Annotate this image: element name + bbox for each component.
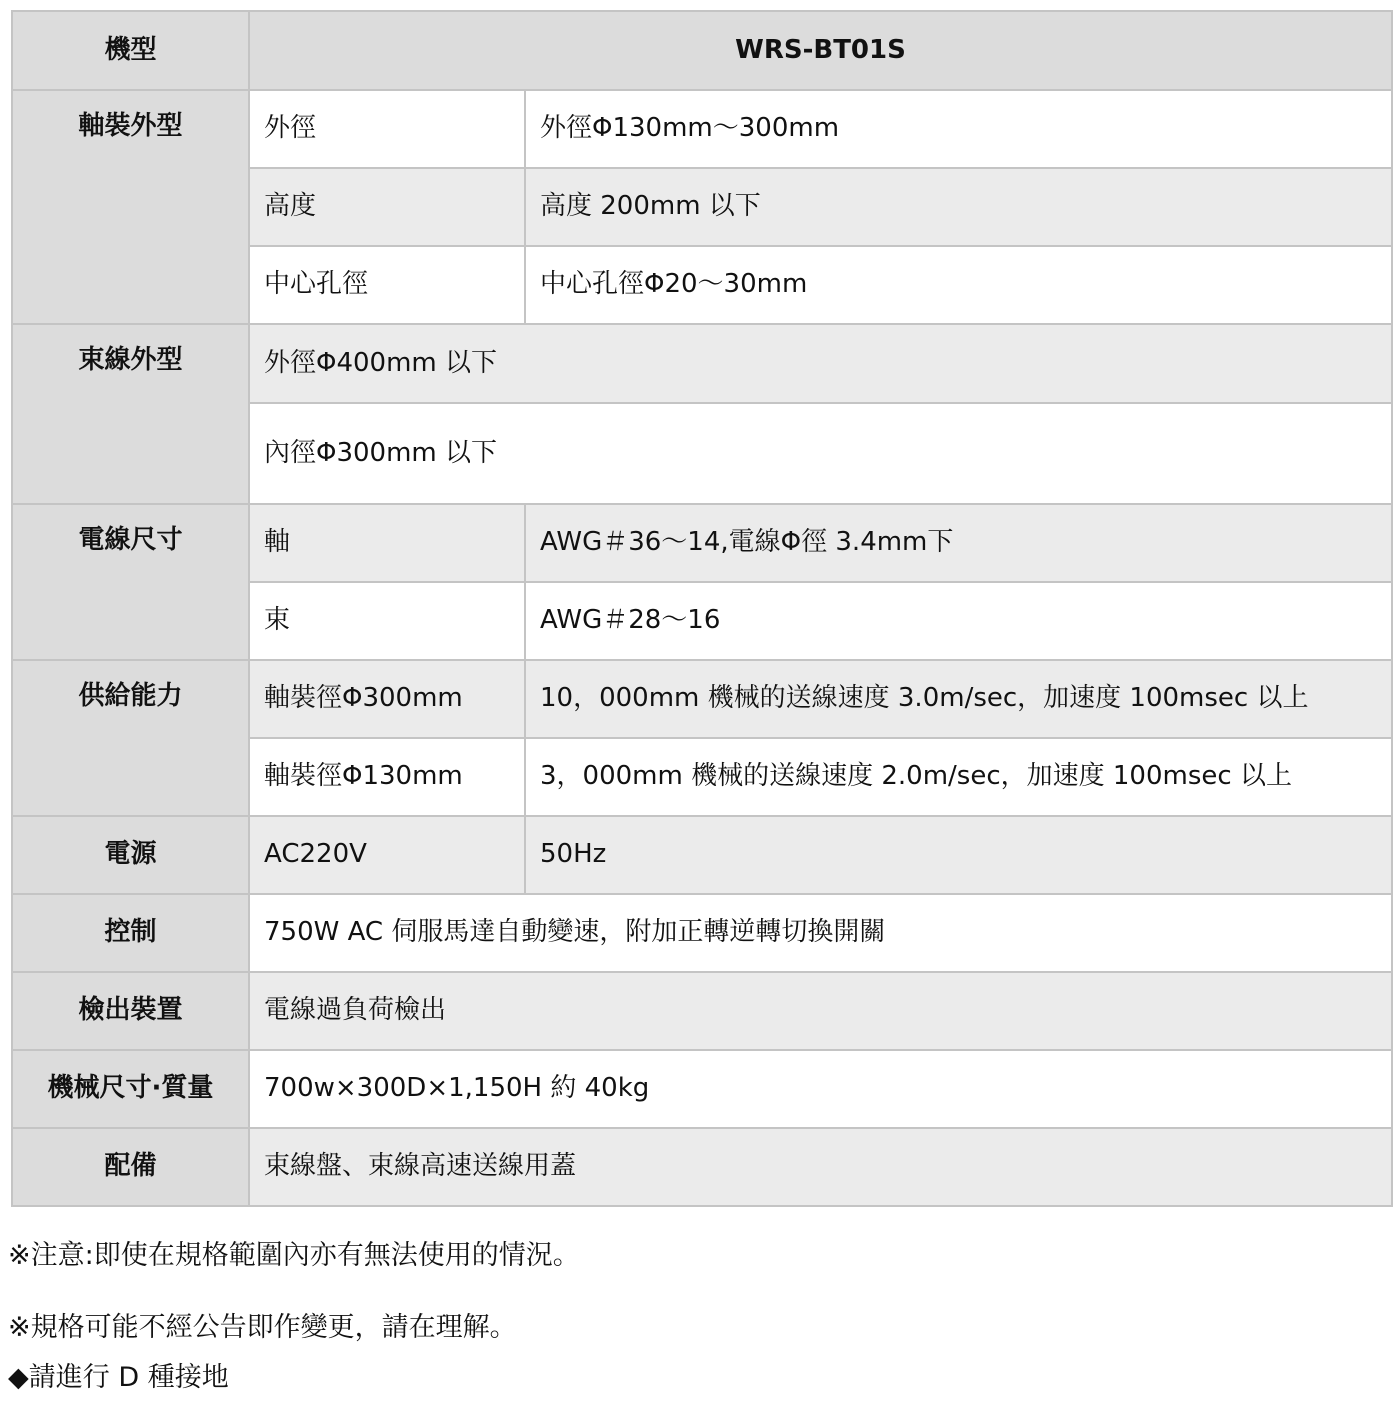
table-row [12,894,1392,972]
table-row [12,660,1392,738]
dimensions-label: 機械尺寸·質量 [12,1050,249,1128]
control-value: 750W AC 伺服馬達自動變速，附加正轉逆轉切換開關 [249,894,1392,972]
table-row [12,1128,1392,1206]
detector-value: 電線過負荷檢出 [249,972,1392,1050]
spool-height-value: 高度 200mm 以下 [525,168,1392,246]
spool-center-hole-value: 中心孔徑Φ20～30mm [525,246,1392,324]
supply-300-value: 10，000mm 機械的送線速度 3.0m/sec，加速度 100msec 以上 [525,660,1392,738]
power-frequency: 50Hz [525,816,1392,894]
supply-130-value: 3，000mm 機械的送線速度 2.0m/sec，加速度 100msec 以上 [525,738,1392,816]
power-voltage: AC220V [249,816,525,894]
dimensions-value: 700w×300D×1,150H 約 40kg [249,1050,1392,1128]
control-label: 控制 [12,894,249,972]
bundle-inner-diameter-value: 內徑Φ300mm 以下 [249,403,1392,504]
model-value: WRS-BT01S [249,11,1392,90]
note-spec-change: ※規格可能不經公告即作變更，請在理解。 [8,1312,517,1343]
wire-size-spool-value: AWG＃36～14,電線Φ徑 3.4mm下 [525,504,1392,582]
wire-size-label: 電線尺寸 [12,504,249,660]
wire-size-bundle-value: AWG＃28～16 [525,582,1392,660]
supply-300-item: 軸裝徑Φ300mm [249,660,525,738]
spool-outer-diameter-item: 外徑 [249,90,525,168]
bundle-outer-diameter-value: 外徑Φ400mm 以下 [249,324,1392,403]
table-row [12,816,1392,894]
table-row [12,1050,1392,1128]
note-grounding: ◆請進行 D 種接地 [8,1362,229,1393]
spool-shape-label: 軸裝外型 [12,90,249,324]
spool-height-item: 高度 [249,168,525,246]
table-row [12,972,1392,1050]
spec-table [11,10,1393,1207]
bundle-shape-label: 束線外型 [12,324,249,504]
model-label: 機型 [12,11,249,90]
model-row [12,11,1392,90]
table-row [12,504,1392,582]
wire-size-spool-item: 軸 [249,504,525,582]
accessories-label: 配備 [12,1128,249,1206]
table-row [12,324,1392,403]
table-row [12,90,1392,168]
supply-label: 供給能力 [12,660,249,816]
supply-130-item: 軸裝徑Φ130mm [249,738,525,816]
detector-label: 檢出裝置 [12,972,249,1050]
spool-outer-diameter-value: 外徑Φ130mm～300mm [525,90,1392,168]
note-usage-warning: ※注意:即使在規格範圍內亦有無法使用的情況。 [8,1240,580,1271]
spool-center-hole-item: 中心孔徑 [249,246,525,324]
accessories-value: 束線盤、束線高速送線用蓋 [249,1128,1392,1206]
power-label: 電源 [12,816,249,894]
wire-size-bundle-item: 束 [249,582,525,660]
